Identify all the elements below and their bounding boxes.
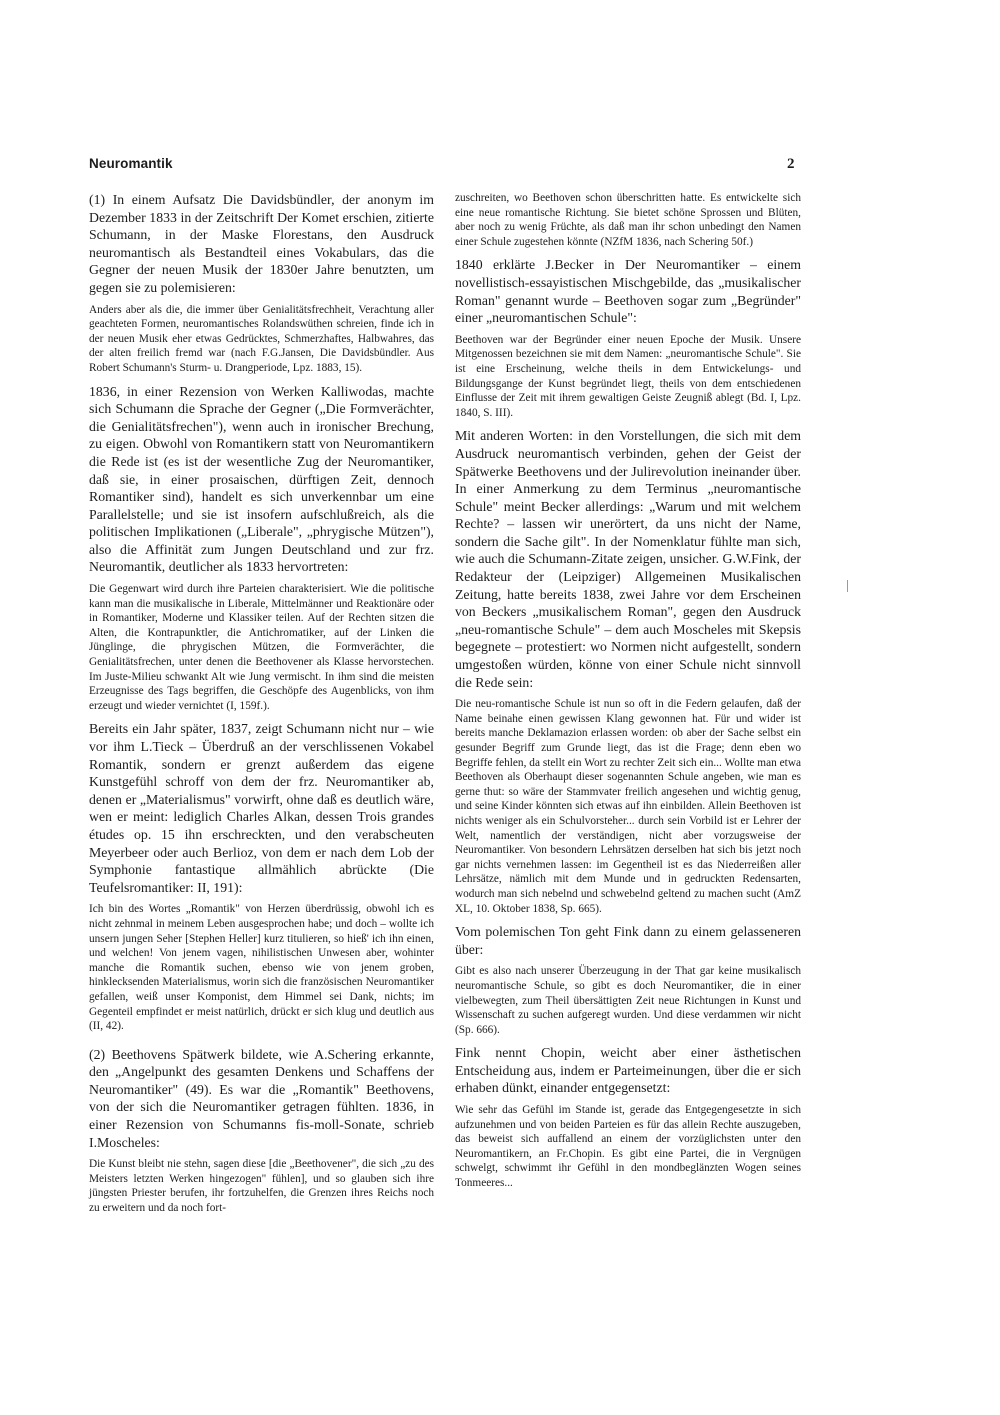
body-paragraph: Mit anderen Worten: in den Vorstellungen, die sich mit dem Ausdruck neuromantisch verbinden, gehen der Geist der Spätwerke Beethovens und der Julirevolution ineinander über. In einer Anmerkung zu dem Terminus „neuromantische Schule" meint Becker allerdings: „Warum und mit welchem Rechte? – lassen wir unerörtert, da uns nicht der Name, sondern die Sache gilt". In der Nomenklatur fühlte man sich, wie auch die Schumann-Zitate zeigen, unsicher. G.W.Fink, der Redakteur der (Leipziger) Allgemeinen Musikalischen Zeitung, hatte bereits 1838, zwei Jahre vor dem Erscheinen von Beckers „musikalischem Roman", gegen den Ausdruck „neu-romantische Schule" – dem auch Moscheles mit Skepsis begegnete – protestiert: wo Normen nicht aufgestellt, sondern umgestoßen würden, könne von einer Schule nicht sinnvoll die Rede sein: (455, 428, 801, 690)
running-head-title: Neuromantik (89, 156, 173, 171)
body-paragraph: (1) In einem Aufsatz Die Davidsbündler, der anonym im Dezember 1833 in der Zeitschrift Der Komet erschien, zitierte Schumann, in der Maske Florestans, den Ausdruck neuromantisch als Bestandteil eines Vokabulars, das die Gegner der neuen Musik der 1830er Jahre benutzten, um gegen sie zu polemisieren: (89, 192, 434, 295)
block-quote: Die Gegenwart wird durch ihre Parteien charakterisiert. Wie die politische kann man die musikalische in Liberale, Mittelmänner und Reaktionäre oder in Romantiker, Moderne und Klassiker teilen. Auf der Rechten sitzen die Alten, die Kontrapunktler, die Antichromatiker, auf der Linken die Jünglinge, die phrygischen Mützen, die Formverächter, die Genialitätsfrechen, unter denen die Beethovener als Klasse hervorstechen. Im Juste-Milieu schwankt Alt wie Jung vermischt. In ihm sind die meisten Erzeugnisse des Tags begriffen, die Geschöpfe des Augenblicks, von ihm erzeugt und wieder vernichtet (I, 159f.). (89, 583, 434, 712)
block-quote: Beethoven war der Begründer einer neuen Epoche der Musik. Unsere Mitgenossen bezeichnen sie mit dem Namen: „neuromantische Schule". Sie ist eine Erscheinung, welche theils in dem Entwickelungs- und Bildungsgange der Kunst begründet liegt, theils von dem entschiedenen Einflusse der Zeit mit ihrem gewaltigen Geiste Zeugniß ablegt (Bd. I, Lpz. 1840, S. III). (455, 333, 801, 419)
body-paragraph: 1836, in einer Rezension von Werken Kalliwodas, machte sich Schumann die Sprache der Gegner („Die Formverächter, die Genialitätsfrechen"), wenn auch in ironischer Brechung, zu eigen. Obwohl von Romantikern statt von Neuromantikern die Rede ist (es ist der wesentliche Zug der Neuromantiker, daß sie, in einer prosaischen, dürftigen Zeit, dennoch Romantiker sind), handelt es sich unverkennbar um eine Parallelstelle; und sie ist insofern aufschlußreich, als die politischen Implikationen („Liberale", „phrygische Mützen"), also die Affinität zum Jungen Deutschland und zur frz. Neuromantik, deutlicher als 1833 hervortreten: (89, 383, 434, 575)
margin-mark (847, 580, 848, 592)
left-column (89, 191, 434, 1223)
body-paragraph: Bereits ein Jahr später, 1837, zeigt Schumann nicht nur – wie vor ihm L.Tieck – Überdruß an der verschlissenen Vokabel Romantik, sondern er grenzt außerdem das eigene Kunstgefühl schroff von dem der frz. Neuromantiker ab, denen er „Materialismus" vorwirft, ohne daß es deutlich wäre, wen er meint: lediglich Charles Alkan, dessen Trois grandes études op. 15 ihn erschreckten, und den verabscheuten Meyerbeer oder auch Berlioz, von dem er nach dem Lob der Symphonie fantastique allmählich abrückte (Die Teufelsromantiker: II, 191): (89, 721, 434, 895)
body-paragraph: Fink nennt Chopin, weicht aber einer ästhetischen Entscheidung aus, indem er Parteimeinungen, über die er sich erhaben dünkt, einander entgegensetzt: (455, 1045, 801, 1096)
block-quote: Gibt es also nach unserer Überzeugung in der That gar keine musikalisch neuromantische Schule, so gibt es doch Neuromantiker, die in einer vielbewegten, zum Theil übersättigten Zeit neue Richtungen in Kunst und Wissenschaft zu suchen aufgeregt wurden. Und diese verdammen wir nicht (Sp. 666). (455, 965, 801, 1036)
block-quote: Ich bin des Wortes „Romantik" von Herzen überdrüssig, obwohl ich es nicht zehnmal in meinem Leben ausgesprochen habe; und doch – wollte ich unsern jungen Seher [Stephen Heller] kurz titulieren, so hieß' ich ihn einen, und welchen! Von jenem vagen, nihilistischen Unwesen aber, wohinter manche die Romantik suchen, ebenso wie von jenem groben, hinklecksenden Materialismus, worin sich die französischen Neuromantiker gefallen, weiß unser Komponist, dem Himmel sei Dank, nichts; im Gegenteil empfindet er meist natürlich, drückt er sich klug und deutlich aus (II, 42). (89, 903, 434, 1033)
body-paragraph: Vom polemischen Ton geht Fink dann zu einem gelasseneren über: (455, 924, 801, 957)
block-quote: Die neu-romantische Schule ist nun so oft in die Federn gelaufen, daß der Name beinahe einen gewissen Klang gewonnen hat. Für und wider ist bereits manche Deklamazion erlassen worden: ob aber der Sache selbst ein gesunder Begriff zum Grunde liegt, das ist die Frage; denn eben wo Begriffe fehlen, da stellt ein Wort zu rechter Zeit sich ein... Wollte man etwa Beethoven als Oberhaupt dieser sogenannten Schule angeben, wie man es gerne thut: so wäre der Stammvater freilich angesehen und wichtig genug, und seine Kinder könnten sich etwas auf ihn einbilden. Allein Beethoven ist nichts weniger als ein Schulvorsteher... durch sein Vorbild ist er Lehrer der Welt, namentlich der verständigen, nicht aber vorzugsweise der Neuromantiker. Von besondern Lehrsätzen derselben hat sich bis jetzt noch gar nichts vernehmen lassen: im Gegentheil ist es das Niederreißen aller Lehrsätze, nämlich mit dem Munde und in gedruckten Redensarten, wodurch man sich nebelnd und schwebelnd geltend zu machen sucht (AmZ XL, 10. Oktober 1838, Sp. 665). (455, 698, 801, 915)
page-number: 2 (787, 156, 795, 172)
block-quote: zuschreiten, wo Beethoven schon überschritten hatte. Es entwickelte sich eine neue romantische Richtung. Sie bietet schöne Sprossen und Blüten, aber noch zu wenig Früchte, als daß man ihr schon unbedingt den Namen einer Schule zugestehen könnte (NZfM 1836, nach Schering 50f.) (455, 192, 801, 248)
block-quote: Die Kunst bleibt nie stehn, sagen diese [die „Beethovener", die sich „zu des Meisters letzten Werken hingezogen" fühlen], und so glauben sich ihre jüngsten Priester berufen, ihr fortzuhelfen, die Grenzen ihres Reichs noch zu erweitern und da noch fort- (89, 1158, 434, 1215)
block-quote: Wie sehr das Gefühl im Stande ist, gerade das Entgegengesetzte in sich aufzunehmen und von beiden Parteien es für das allein Rechte auszugeben, das beweist sich auffallend an einem der vorzüglichsten unter den Neuromantikern, an Fr.Chopin. Es gibt eine Partei, die in Vergnügen schwelgt, schwimmt ihr Gefühl in den mondbeglänzten Wogen seines Tonmeeres... (455, 1104, 801, 1190)
right-column (455, 191, 801, 1198)
body-paragraph: (2) Beethovens Spätwerk bildete, wie A.Schering erkannte, den „Angelpunkt des gesamten Denkens und Schaffens der Neuromantiker" (49). Es war die „Romantik" Beethovens, von der sich die Neuromantiker getragen fühlten. 1836, in einer Rezension von Schumanns fis-moll-Sonate, schrieb I.Moscheles: (89, 1046, 434, 1150)
body-paragraph: 1840 erklärte J.Becker in Der Neuromantiker – einem novellistisch-essayistischen Mischgebilde, das „musikalischer Roman" genannt wurde – Beethoven sogar zum „Begründer" einer „neuromantischen Schule": (455, 257, 801, 326)
block-quote: Anders aber als die, die immer über Genialitätsfrechheit, Verachtung aller geachteten Formen, neuromantisches Rolandswüthen schreien, finde ich in der neuen Musik eher etwas Gedrücktes, Schmerzhaftes, Halbwahres, das der alten freilich fremd war (nach F.G.Jansen, Die Davidsbündler. Aus Robert Schumann's Sturm- u. Drangperiode, Lpz. 1883, 15). (89, 303, 434, 374)
